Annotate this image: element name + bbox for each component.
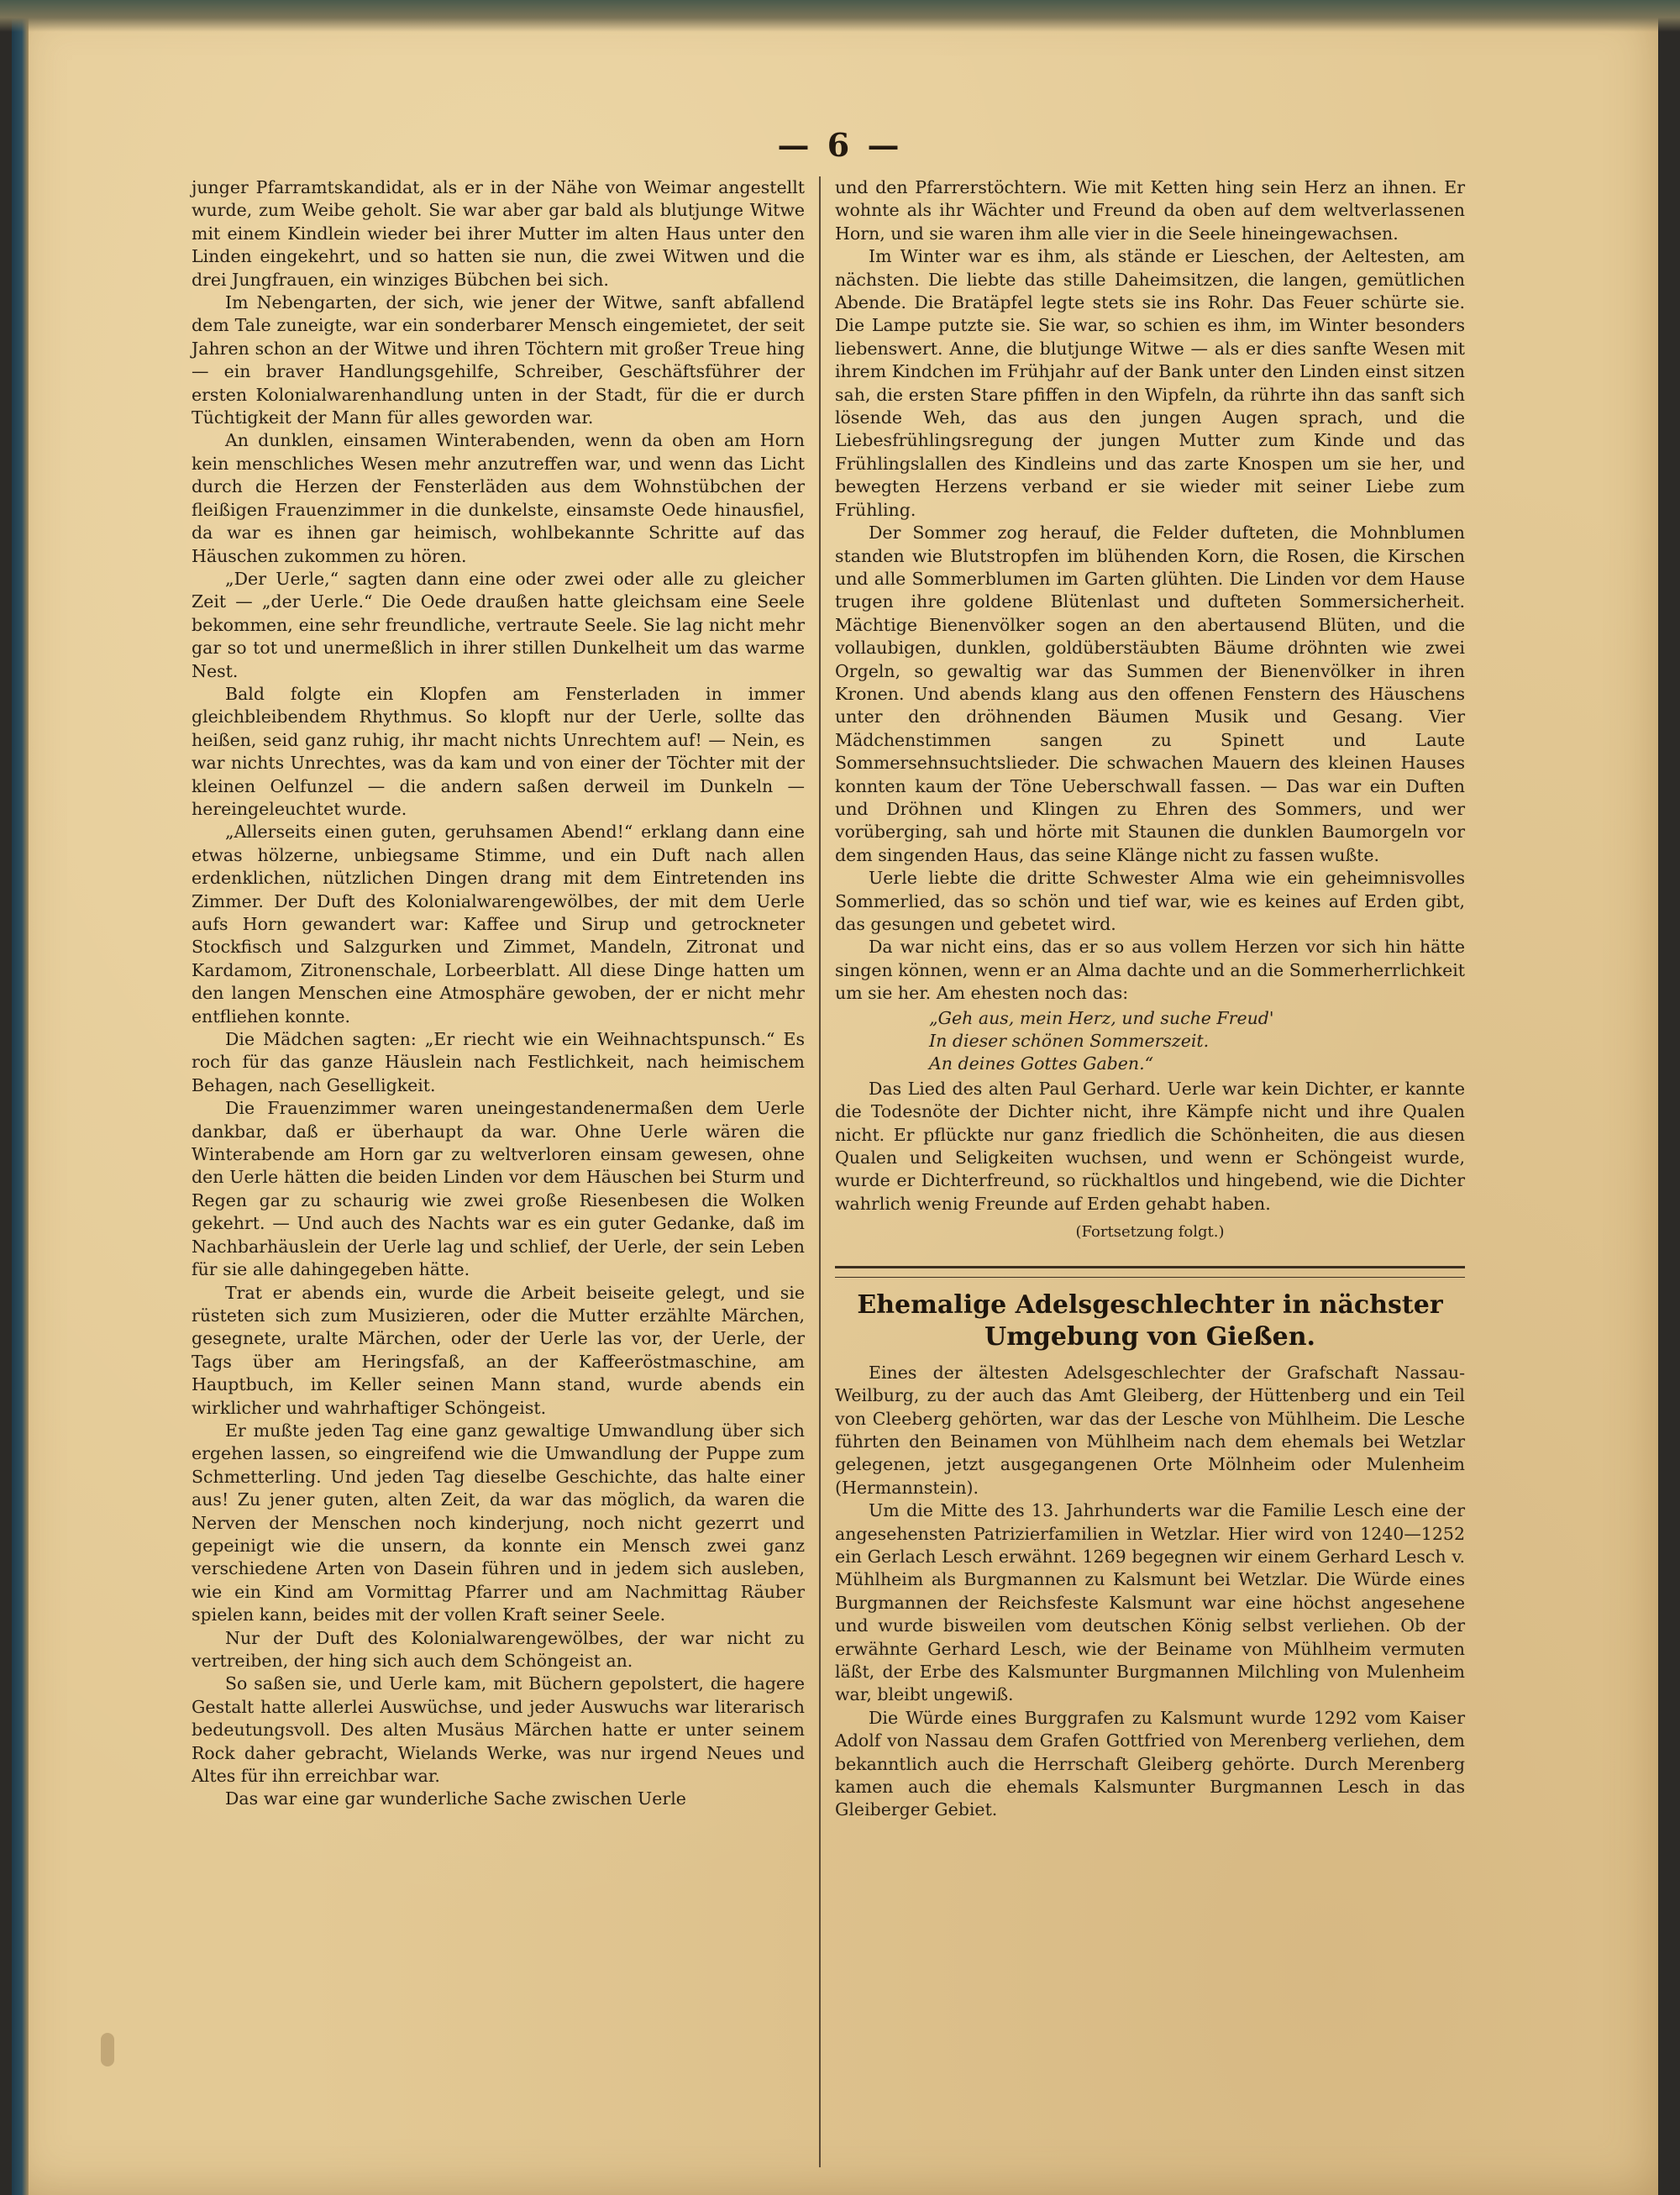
paper-stain — [101, 2033, 114, 2066]
column-divider — [819, 176, 821, 2167]
page-number: — 6 — — [777, 126, 903, 164]
paragraph: Die Würde eines Burggrafen zu Kalsmunt wurde 1292 vom Kaiser Adolf von Nassau dem Grafen Gottfried von Merenberg verliehen, dem bekanntlich auch die Herrschaft Gleiberg gehörte. Durch Merenberg kamen auch die ehemals Kalsmunter Burgmannen Lesch in das Gleiberger Gebiet. — [835, 1707, 1465, 1820]
paragraph: Uerle liebte die dritte Schwester Alma wie ein geheimnisvolles Sommerlied, das so schön und tief war, wie es keines auf Erden gibt, das gesungen und gebetet wird. — [835, 868, 1465, 934]
right-column — [835, 176, 1465, 1822]
continued-note: (Fortsetzung folgt.) — [1075, 1223, 1225, 1242]
poem-line: In dieser schönen Sommerszeit. — [929, 1031, 1210, 1052]
article-title: Ehemalige Adelsgeschlechter in nächster Umgebung von Gießen. — [857, 1289, 1443, 1352]
paragraph: Im Winter war es ihm, als stände er Lieschen, der Aeltesten, am nächsten. Die liebte das stille Daheimsitzen, die langen, gemütlichen Abende. Die Bratäpfel legte stets sie ins Rohr. Das Feuer schürte sie. Die Lampe putzte sie. Sie war, so schien es ihm, im Winter besonders liebenswert. Anne, die blutjunge Witwe — als er dies sanfte Wesen mit ihrem Kindchen im Frühjahr auf der Bank unter den Linden einst sitzen sah, die ersten Stare pfiffen in den Wipfeln, da rührte ihn das sanft sich lösende Weh, das aus den jungen Augen sprach, und die Liebesfrühlingsregung der jungen Mutter zum Kinde und das Frühlingslallen des Kindleins und das zarte Knospen um sie her, und bewegten Herzens verband er sie wieder mit seiner Liebe zum Frühling. — [835, 246, 1465, 520]
book-binding-edge — [12, 0, 29, 2195]
paragraph: An dunklen, einsamen Winterabenden, wenn da oben am Horn kein menschliches Wesen mehr anzutreffen war, und wenn das Licht durch die Herzen der Fensterläden aus dem Wohnstübchen der fleißigen Frauenzimmer in die dunkelste, einsamste Oede hinausfiel, da war es ihnen gar heimisch, wohlbekannte Schritte auf das Häuschen zukommen zu hören. — [192, 430, 805, 566]
paragraph: Die Mädchen sagten: „Er riecht wie ein Weihnachtspunsch.“ Es roch für das ganze Häuslein nach Festlichkeit, nach heimischem Behagen, nach Geselligkeit. — [192, 1029, 805, 1095]
paragraph: Der Sommer zog herauf, die Felder dufteten, die Mohnblumen standen wie Blutstropfen im blühenden Korn, die Rosen, die Kirschen und alle Sommerblumen im Garten glühten. Die Linden vor dem Hause trugen ihre goldene Blütenlast und dufteten Sommersicherheit. Mächtige Bienenvölker sogen an den abertausend Blüten, und die vollaubigen, dunklen, goldüberstäubten Bäume dröhnten wie zwei Orgeln, so gewaltig war das Summen der Bienenvölker in ihren Kronen. Und abends klang aus den offenen Fenstern des Häuschens unter den dröhnenden Bäumen Musik und Gesang. Vier Mädchenstimmen sangen zu Spinett und Laute Sommersehnsuchtslieder. Die schwachen Mauern des kleinen Hauses konnten kaum der Töne Ueberschwall fassen. — Das war ein Duften und Dröhnen und Klingen zu Ehren des Sommers, und wer vorüberging, sah und hörte mit Staunen die dunklen Baumorgeln vor dem singenden Haus, das seine Klänge nicht zu fassen wußte. — [835, 522, 1465, 865]
section-rule-thin — [835, 1277, 1465, 1278]
poem-line: An deines Gottes Gaben.“ — [929, 1053, 1154, 1074]
paragraph: Bald folgte ein Klopfen am Fensterladen in immer gleichbleibendem Rhythmus. So klopft nur der Uerle, sollte das heißen, seid ganz ruhig, ihr macht nichts Unrechtem auf! — Nein, es war nichts Unrechtes, was da kam und von einer der Töchter mit der kleinen Oelfunzel — die andern saßen derweil im Dunkeln — hereingeleuchtet wurde. — [192, 683, 805, 819]
section-rule — [835, 1266, 1465, 1268]
page-top-edge — [0, 0, 1680, 32]
paragraph: Im Nebengarten, der sich, wie jener der Witwe, sanft abfallend dem Tale zuneigte, war ein sonderbarer Mensch eingemietet, der seit Jahren schon an der Witwe und ihren Töchtern mit großer Treue hing — ein braver Handlungsgehilfe, Schreiber, Geschäftsführer der ersten Kolonialwarenhandlung unten in der Stadt, für die er durch Tüchtigkeit der Mann für alles geworden war. — [192, 292, 805, 428]
paragraph: Um die Mitte des 13. Jahrhunderts war die Familie Lesch eine der angesehensten Patrizierfamilien in Wetzlar. Hier wird von 1240—1252 ein Gerlach Lesch erwähnt. 1269 begegnen wir einem Gerhard Lesch v. Mühlheim als Burgmannen zu Kalsmunt bei Wetzlar. Die Würde eines Burgmannen der Reichsfeste Kalsmunt war eine höchst angesehene und wurde bisweilen vom deutschen König selbst verliehen. Ob der erwähnte Gerhard Lesch, wie der Beiname von Mühlheim vermuten läßt, der Erbe des Kalsmunter Burgmannen Milchling von Mulenheim war, bleibt ungewiß. — [835, 1500, 1465, 1705]
left-column — [192, 176, 805, 1811]
paragraph: So saßen sie, und Uerle kam, mit Büchern gepolstert, die hagere Gestalt hatte allerlei Auswüchse, und jeder Auswuchs war literarisch bedeutungsvoll. Des alten Musäus Märchen hatte er unter seinem Rock daher gebracht, Wielands Werke, was nur irgend Neues und Altes für ihn erreichbar war. — [192, 1673, 805, 1787]
paragraph: Nur der Duft des Kolonialwarengewölbes, der war nicht zu vertreiben, der hing sich auch dem Schöngeist an. — [192, 1627, 805, 1671]
paragraph: Er mußte jeden Tag eine ganz gewaltige Umwandlung über sich ergehen lassen, so eingreifend wie die Umwandlung der Puppe zum Schmetterling. Und jeden Tag dieselbe Geschichte, das halte einer aus! Zu jener guten, alten Zeit, da war das möglich, da waren die Nerven der Menschen noch kinderjung, noch nicht gezerrt und gepeinigt wie die unsern, da konnte ein Mensch zwei ganz verschiedene Arten von Dasein führen und in jedem sich ausleben, wie ein Kind am Vormittag Pfarrer und am Nachmittag Räuber spielen kann, beides mit der vollen Kraft seiner Seele. — [192, 1420, 805, 1625]
paragraph: „Der Uerle,“ sagten dann eine oder zwei oder alle zu gleicher Zeit — „der Uerle.“ Die Oede draußen hatte gleichsam eine Seele bekommen, eine sehr freundliche, vertraute Seele. Sie lag nicht mehr gar so tot und unermeßlich in ihrer stillen Dunkelheit um das warme Nest. — [192, 568, 805, 681]
poem-line: „Geh aus, mein Herz, und suche Freud' — [929, 1007, 1274, 1028]
poem-quote — [929, 1007, 1465, 1076]
paragraph: „Allerseits einen guten, geruhsamen Abend!“ erklang dann eine etwas hölzerne, unbiegsame Stimme, und ein Duft nach allen erdenklichen, nützlichen Dingen drang mit dem Eintretenden ins Zimmer. Der Duft des Kolonialwarengewölbes, der mit dem Uerle aufs Horn gewandert war: Kaffee und Sirup und getrockneter Stockfisch und Salzgurken und Zimmet, Mandeln, Zitronat und Kardamom, Zitronenschale, Lorbeerblatt. All diese Dinge hatten um den langen Menschen eine Atmosphäre gewoben, der er nicht mehr entfliehen konnte. — [192, 822, 805, 1027]
paragraph: junger Pfarramtskandidat, als er in der Nähe von Weimar angestellt wurde, zum Weibe geholt. Sie war aber gar bald als blutjunge Witwe mit einem Kindlein wieder bei ihrer Mutter im alten Haus unter den Linden eingekehrt, und so hatten sie nun, die zwei Witwen und die drei Jungfrauen, ein winziges Bübchen bei sich. — [192, 177, 805, 290]
paragraph: und den Pfarrerstöchtern. Wie mit Ketten hing sein Herz an ihnen. Er wohnte als ihr Wächter und Freund da oben auf dem weltverlassenen Horn, und sie waren ihm alle vier in die Seele hineingewachsen. — [835, 177, 1465, 244]
paragraph: Die Frauenzimmer waren uneingestandenermaßen dem Uerle dankbar, daß er überhaupt da war. Ohne Uerle wären die Winterabende am Horn gar zu weltverloren einsam gewesen, ohne den Uerle hätten die beiden Linden vor dem Häuschen bei Sturm und Regen gar zu schaurig wie zwei große Riesenbesen die Wolken gekehrt. — Und auch des Nachts war es ein guter Gedanke, daß im Nachbarhäuslein der Uerle lag und schlief, der Uerle, der sein Leben für sie alle dahingegeben hätte. — [192, 1098, 805, 1280]
paragraph: Das war eine gar wunderliche Sache zwischen Uerle — [225, 1788, 686, 1809]
paragraph: Eines der ältesten Adelsgeschlechter der Grafschaft Nassau-Weilburg, zu der auch das Amt Gleiberg, der Hüttenberg und ein Teil von Cleeberg gehörten, war das der Lesche von Mühlheim. Die Lesche führten den Beinamen von Mühlheim nach dem ehemals bei Wetzlar gelegenen, jetzt ausgegangenen Orte Mölnheim oder Mulenheim (Hermannstein). — [835, 1362, 1465, 1498]
paragraph: Das Lied des alten Paul Gerhard. Uerle war kein Dichter, er kannte die Todesnöte der Dichter nicht, ihre Kämpfe nicht und ihre Qualen nicht. Er pflückte nur ganz friedlich die Schönheiten, die aus diesen Qualen und Seligkeiten wuchsen, und wenn er Schöngeist wurde, wurde er Dichterfreund, so rückhaltlos und hingebend, wie die Dichter wahrlich wenig Freunde auf Erden gehabt haben. — [835, 1078, 1465, 1214]
paragraph: Da war nicht eins, das er so aus vollem Herzen vor sich hin hätte singen können, wenn er an Alma dachte und an die Sommerherrlichkeit um sie her. Am ehesten noch das: — [835, 937, 1465, 1004]
paragraph: Trat er abends ein, wurde die Arbeit beiseite gelegt, und sie rüsteten sich zum Musizieren, oder die Mutter erzählte Märchen, gesegnete, uralte Märchen, oder der Uerle las vor, der Uerle, der Tags über am Heringsfaß, an der Kaffeeröstmaschine, am Hauptbuch, im Keller seinen Mann stand, wurde abends ein wirklicher und wahrhaftiger Schöngeist. — [192, 1282, 805, 1418]
